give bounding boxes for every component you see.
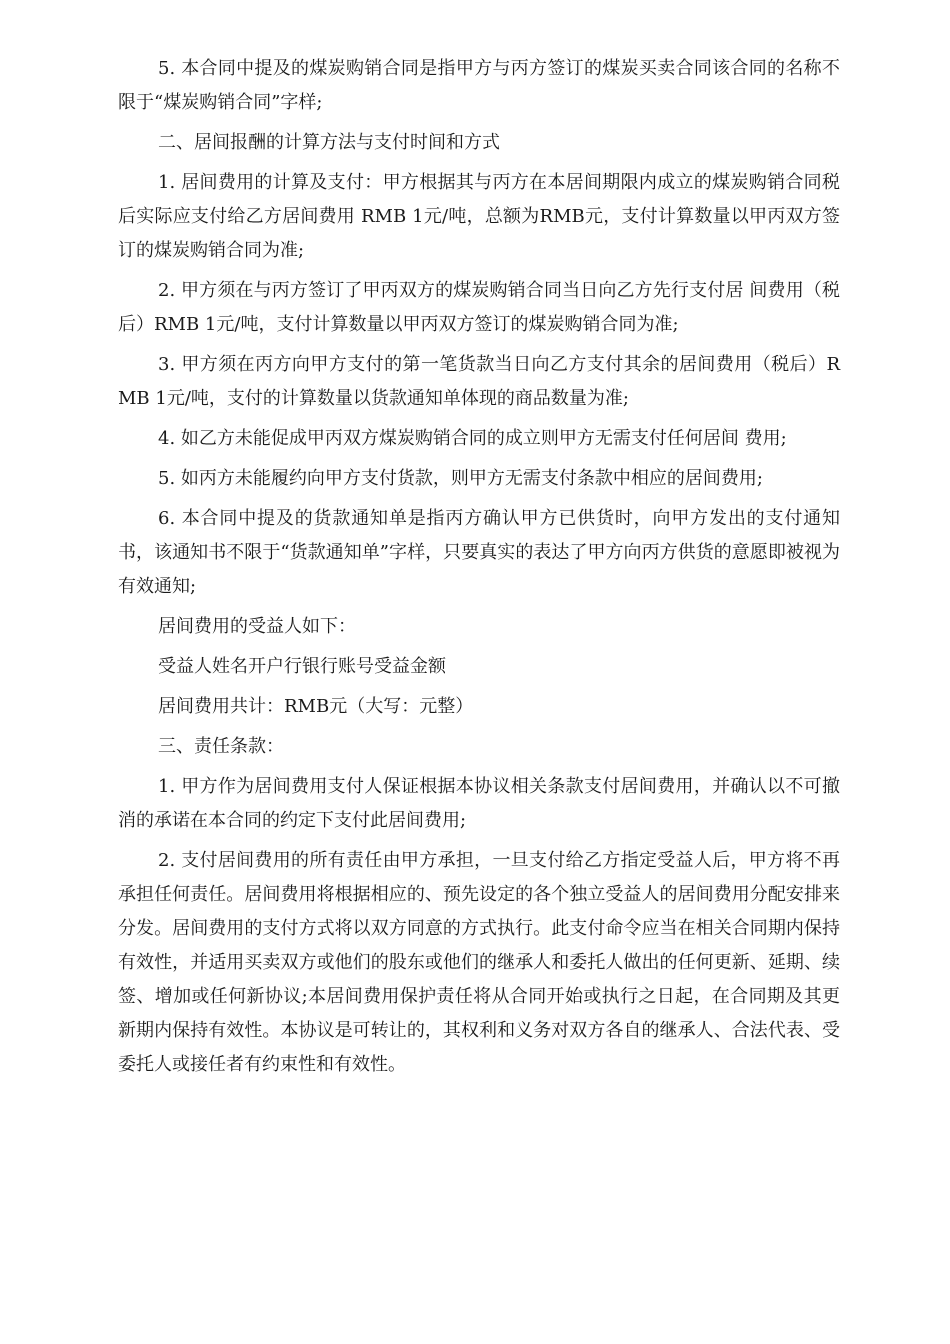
fee-clause-5: 5. 如丙方未能履约向甲方支付货款，则甲方无需支付条款中相应的居间费用; xyxy=(158,468,763,489)
liability-clause-1: 1. 甲方作为居间费用支付人保证根据本协议相关条款支付居间费用，并确认以不可撤消的承诺在本合同的约定下支付此居间费用; xyxy=(118,776,840,831)
document-page xyxy=(118,52,840,1088)
fee-total: 居间费用共计：RMB元（大写：元整） xyxy=(158,696,474,717)
fee-clause-3: 3. 甲方须在丙方向甲方支付的第一笔货款当日向乙方支付其余的居间费用（税后）RMB 1元/吨，支付的计算数量以货款通知单体现的商品数量为准; xyxy=(118,354,840,409)
beneficiary-intro: 居间费用的受益人如下： xyxy=(158,616,356,637)
fee-clause-1: 1. 居间费用的计算及支付：甲方根据其与丙方在本居间期限内成立的煤炭购销合同税后实际应支付给乙方居间费用 RMB 1元/吨，总额为RMB元，支付计算数量以甲丙双方签订的煤炭购销合同为准; xyxy=(118,172,840,261)
fee-clause-6: 6. 本合同中提及的货款通知单是指丙方确认甲方已供货时，向甲方发出的支付通知书，该通知书不限于“货款通知单”字样，只要真实的表达了甲方向丙方供货的意愿即被视为有效通知; xyxy=(118,508,840,597)
fee-clause-4: 4. 如乙方未能促成甲丙双方煤炭购销合同的成立则甲方无需支付任何居间 费用; xyxy=(158,428,787,449)
beneficiary-fields: 受益人姓名开户行银行账号受益金额 xyxy=(158,656,446,677)
fee-clause-2: 2. 甲方须在与丙方签订了甲丙双方的煤炭购销合同当日向乙方先行支付居 间费用（税后）RMB 1元/吨，支付计算数量以甲丙双方签订的煤炭购销合同为准; xyxy=(118,280,840,335)
liability-clause-2: 2. 支付居间费用的所有责任由甲方承担，一旦支付给乙方指定受益人后，甲方将不再承担任何责任。居间费用将根据相应的、预先设定的各个独立受益人的居间费用分配安排来分发。居间费用的支付方式将以双方同意的方式执行。此支付命令应当在相关合同期内保持有效性，并适用买卖双方或他们的股东或他们的继承人和委托人做出的任何更新、延期、续签、增加或任何新协议;本居间费用保护责任将从合同开始或执行之日起，在合同期及其更新期内保持有效性。本协议是可转让的，其权利和义务对双方各自的继承人、合法代表、受委托人或接任者有约束性和有效性。 xyxy=(118,850,840,1075)
section-2-heading: 二、居间报酬的计算方法与支付时间和方式 xyxy=(158,132,500,153)
section-3-heading: 三、责任条款： xyxy=(158,736,284,757)
clause-5-coal-contract-definition: 5. 本合同中提及的煤炭购销合同是指甲方与丙方签订的煤炭买卖合同该合同的名称不限于“煤炭购销合同”字样; xyxy=(118,58,840,113)
